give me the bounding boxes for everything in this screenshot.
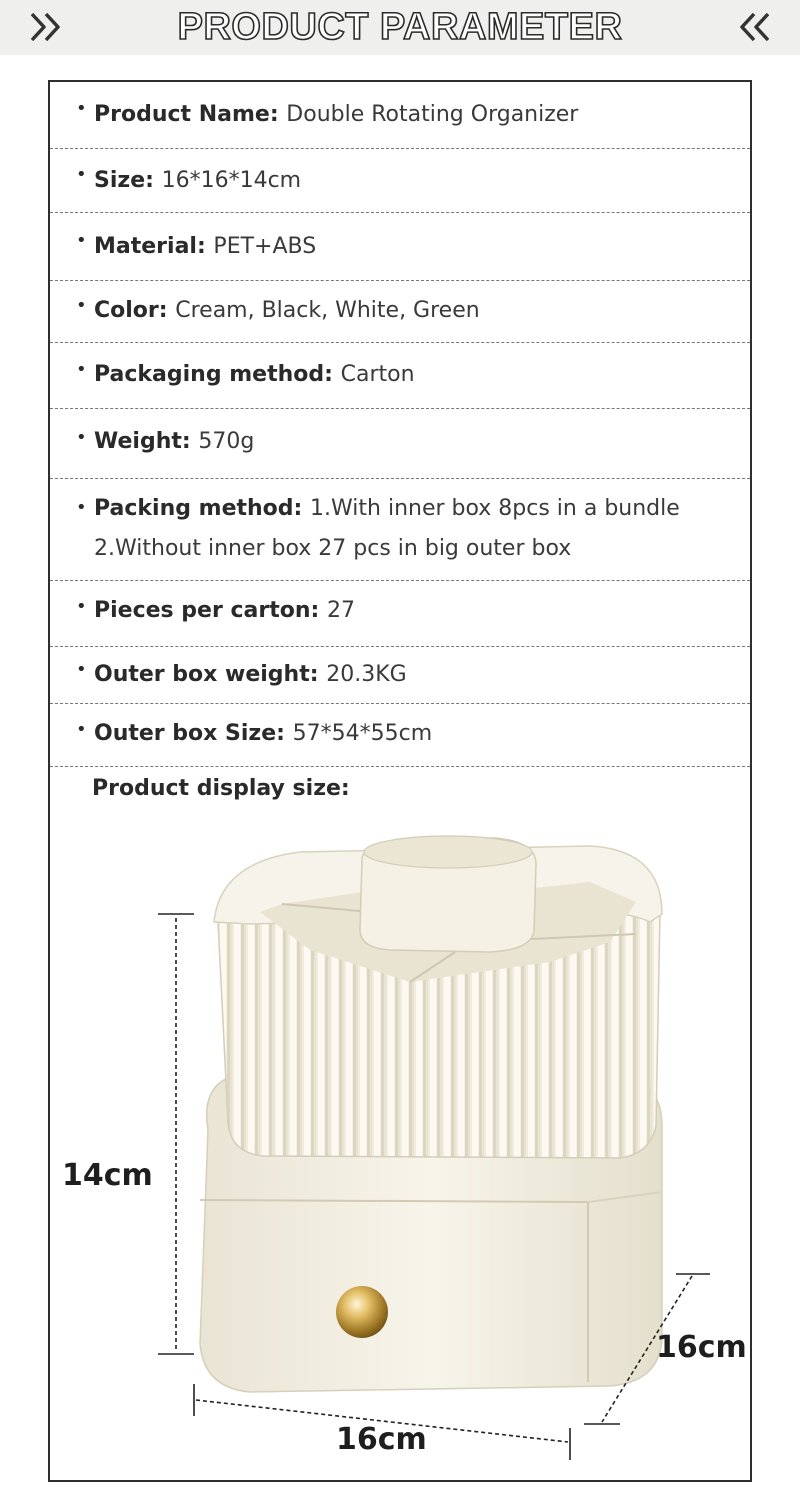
bullet-icon: • <box>76 230 87 251</box>
bullet-icon: • <box>76 359 87 380</box>
parameter-table <box>48 80 752 1482</box>
spec-row-pieces-per-carton: • Pieces per carton: 27 <box>50 581 750 647</box>
double-chevron-left-icon <box>732 10 772 44</box>
header-banner <box>0 0 800 55</box>
bullet-icon: • <box>76 295 87 316</box>
spec-row-product-name: • Product Name: Double Rotating Organizer <box>50 82 750 149</box>
spec-row-outer-box-size: • Outer box Size: 57*54*55cm <box>50 704 750 767</box>
spec-row-outer-box-weight: • Outer box weight: 20.3KG <box>50 647 750 704</box>
page-title: PRODUCT PARAMETER <box>177 6 623 48</box>
product-display-size-label: Product display size: <box>92 776 350 801</box>
height-dimension-label: 14cm <box>62 1158 153 1193</box>
bullet-icon: • <box>76 659 87 680</box>
product-illustration <box>50 82 746 1476</box>
spec-row-packing-method: • Packing method: 1.With inner box 8pcs in a bundle 2.Without inner box 27 pcs in big outer box <box>50 479 750 581</box>
bullet-icon: • <box>76 497 87 518</box>
spec-row-material: • Material: PET+ABS <box>50 213 750 281</box>
bullet-icon: • <box>76 98 87 119</box>
bullet-icon: • <box>76 719 87 740</box>
gold-knob-icon <box>336 1286 388 1338</box>
bullet-icon: • <box>76 427 87 448</box>
spec-row-size: • Size: 16*16*14cm <box>50 148 750 213</box>
depth-dimension-label: 16cm <box>656 1330 747 1365</box>
spec-row-weight: • Weight: 570g <box>50 409 750 479</box>
spec-row-color: • Color: Cream, Black, White, Green <box>50 281 750 343</box>
spec-row-packaging-method: • Packaging method: Carton <box>50 343 750 409</box>
bullet-icon: • <box>76 596 87 617</box>
bullet-icon: • <box>76 164 87 185</box>
width-dimension-label: 16cm <box>336 1422 427 1457</box>
